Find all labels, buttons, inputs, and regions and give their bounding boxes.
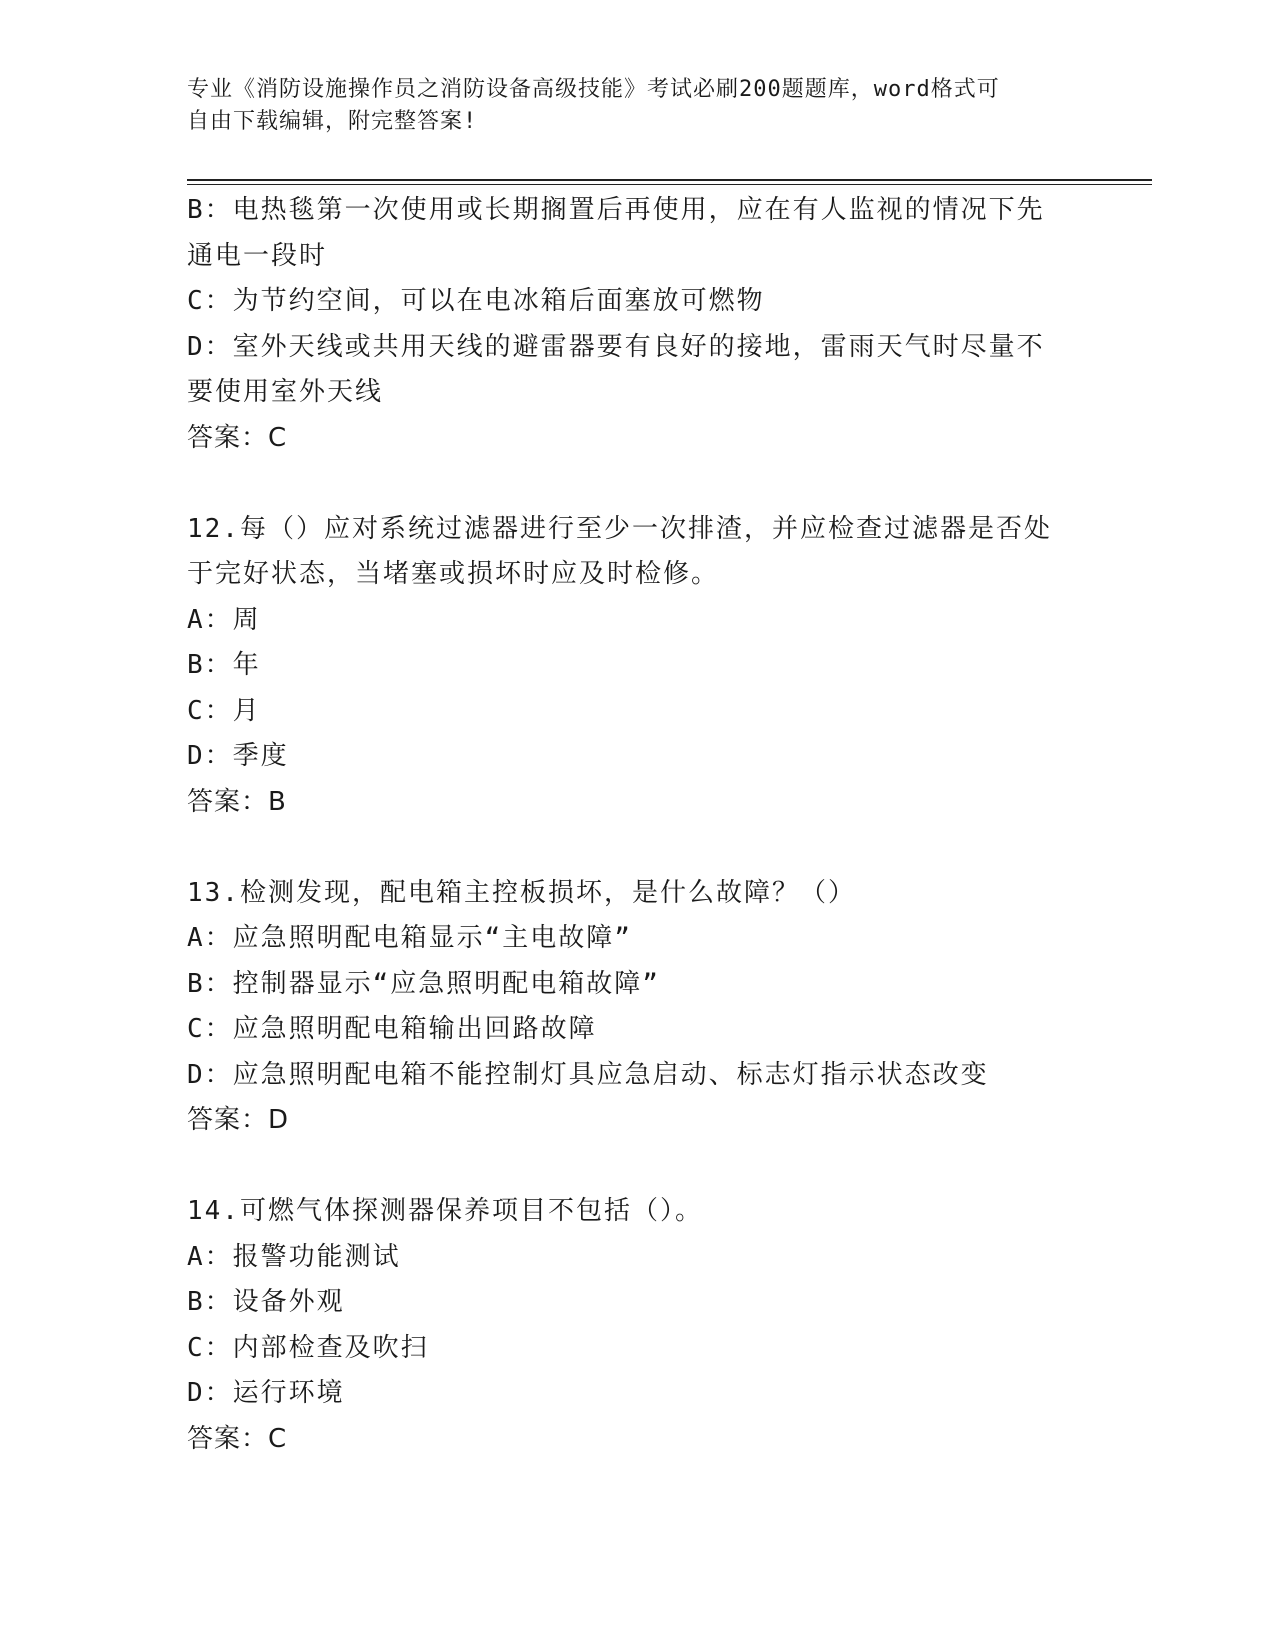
option-b: B：控制器显示“应急照明配电箱故障” [187,968,660,999]
option-c: C：为节约空间，可以在电冰箱后面塞放可燃物 [187,286,765,316]
spacer [187,825,1087,871]
option-b: B：设备外观 [187,1287,345,1317]
question-11-continuation [187,188,1087,461]
question-stem: 13.检测发现，配电箱主控板损坏，是什么故障？（） [187,877,856,908]
header-divider-thick [187,179,1152,181]
header-divider-thin [187,184,1152,185]
option-c: C：月 [187,695,261,726]
question-12 [187,507,1087,826]
option-c: C：内部检查及吹扫 [187,1332,429,1363]
header-line-2: 自由下载编辑，附完整答案! [187,109,478,134]
option-a: A：周 [187,604,261,635]
answer: 答案：C [187,422,288,453]
option-a: A：报警功能测试 [187,1241,401,1272]
question-stem-line-2: 于完好状态，当堵塞或损坏时应及时检修。 [187,559,720,589]
question-list [187,188,1087,1462]
answer: 答案：C [187,1423,288,1454]
answer: 答案：D [187,1105,290,1135]
spacer [187,461,1087,507]
option-a: A：应急照明配电箱显示“主电故障” [187,923,632,953]
question-13 [187,871,1087,1144]
option-c: C：应急照明配电箱输出回路故障 [187,1014,597,1044]
question-stem-line-1: 12.每（）应对系统过滤器进行至少一次排渣，并应检查过滤器是否处 [187,513,1052,544]
option-b: B：年 [187,650,261,680]
option-b-line-2: 通电一段时 [187,240,328,271]
answer: 答案：B [187,786,287,817]
option-b-line-1: B：电热毯第一次使用或长期搁置后再使用，应在有人监视的情况下先 [187,195,1045,225]
option-d-line-1: D：室外天线或共用天线的避雷器要有良好的接地，雷雨天气时尽量不 [187,331,1045,362]
spacer [187,1144,1087,1190]
question-14 [187,1189,1087,1462]
option-d: D：应急照明配电箱不能控制灯具应急启动、标志灯指示状态改变 [187,1059,989,1090]
document-header [187,74,1087,138]
option-d-line-2: 要使用室外天线 [187,377,384,407]
header-line-1: 专业《消防设施操作员之消防设备高级技能》考试必刷200题题库，word格式可 [187,77,1000,102]
option-d: D：季度 [187,741,289,771]
option-d: D：运行环境 [187,1378,345,1408]
question-stem: 14.可燃气体探测器保养项目不包括（）。 [187,1196,703,1226]
